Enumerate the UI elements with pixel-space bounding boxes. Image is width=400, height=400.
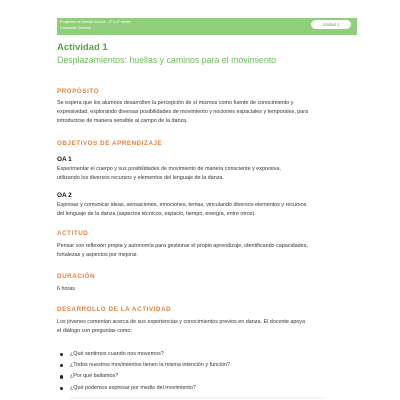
list-item (60, 360, 230, 371)
list-item (60, 371, 230, 382)
section-heading-proposito: PROPÓSITO (57, 88, 100, 95)
activity-subtitle: Desplazamientos: huellas y caminos para el movimiento (57, 55, 277, 65)
bullet-icon (60, 353, 63, 356)
oa2-text (57, 201, 306, 219)
bullet-icon (60, 387, 63, 390)
question-text: ¿Qué sentimos cuando nos movemos? (70, 351, 164, 357)
question-text: ¿Todos nuestros movimientos tienen la misma intención y función? (70, 362, 230, 369)
duracion-value: 6 horas (57, 286, 75, 292)
section-heading-duracion: DURACIÓN (57, 273, 96, 280)
proposito-text (57, 99, 308, 127)
oa2-line: Expresar y comunicar ideas, sensaciones, emociones, temas, vinculando diversos elementos y recursos (57, 202, 307, 208)
page-cutoff (70, 396, 325, 399)
program-subtitle: Formación General (60, 26, 91, 30)
list-item (60, 349, 230, 360)
section-heading-objetivos: OBJETIVOS DE APRENDIZAJE (57, 140, 163, 147)
proposito-line: expresividad, explorando diversas posibilidades de movimiento y nociones espaciales y temporales, para (57, 109, 309, 116)
oa2-label: OA 2 (57, 192, 72, 199)
bullet-icon (60, 375, 63, 378)
list-item (60, 383, 230, 394)
oa1-text (57, 165, 281, 183)
oa1-label: OA 1 (57, 156, 72, 163)
question-text: ¿Qué podemos expresar por medio del movimiento? (70, 384, 196, 391)
proposito-line: Se espera que los alumnos desarrollen la percepción de sí mismos como fuente de conocimiento y (57, 100, 294, 106)
question-text: ¿Por qué bailamos? (70, 373, 119, 380)
unit-badge: Unidad 1 (310, 19, 352, 30)
oa1-line: utilizando los diversos recursos y elementos del lenguaje de la danza. (57, 175, 224, 182)
actitud-line: fortalezas y aspectos por mejorar. (57, 252, 138, 259)
activity-title: Actividad 1 (57, 42, 108, 53)
desarrollo-line: Los jóvenes comentan acerca de sus experiencias y conocimientos previos en danza. El docente apoya (57, 319, 306, 325)
proposito-line: introducirse de manera sensible al campo de la danza. (57, 118, 188, 125)
actitud-text (57, 242, 308, 260)
oa2-line: del lenguaje de la danza (aspectos técnicos, espacio, tiempo, energía, entre otros). (57, 211, 256, 218)
bullet-icon (60, 364, 63, 367)
question-list (60, 349, 230, 394)
section-heading-actitud: ACTITUD (57, 230, 89, 237)
desarrollo-text (57, 318, 305, 336)
oa1-line: Experimentar el cuerpo y sus posibilidades de movimiento de manera consciente y expresiva, (57, 166, 281, 172)
program-title: Programa de Estudio Danza – 3° a 6° medio (60, 20, 131, 24)
actitud-line: Pensar con reflexión propia y autonomía para gestionar el propio aprendizaje, identificando capacidades, (57, 243, 308, 249)
desarrollo-line: el diálogo con preguntas como: (57, 328, 132, 335)
section-heading-desarrollo: DESARROLLO DE LA ACTIVIDAD (57, 306, 172, 313)
